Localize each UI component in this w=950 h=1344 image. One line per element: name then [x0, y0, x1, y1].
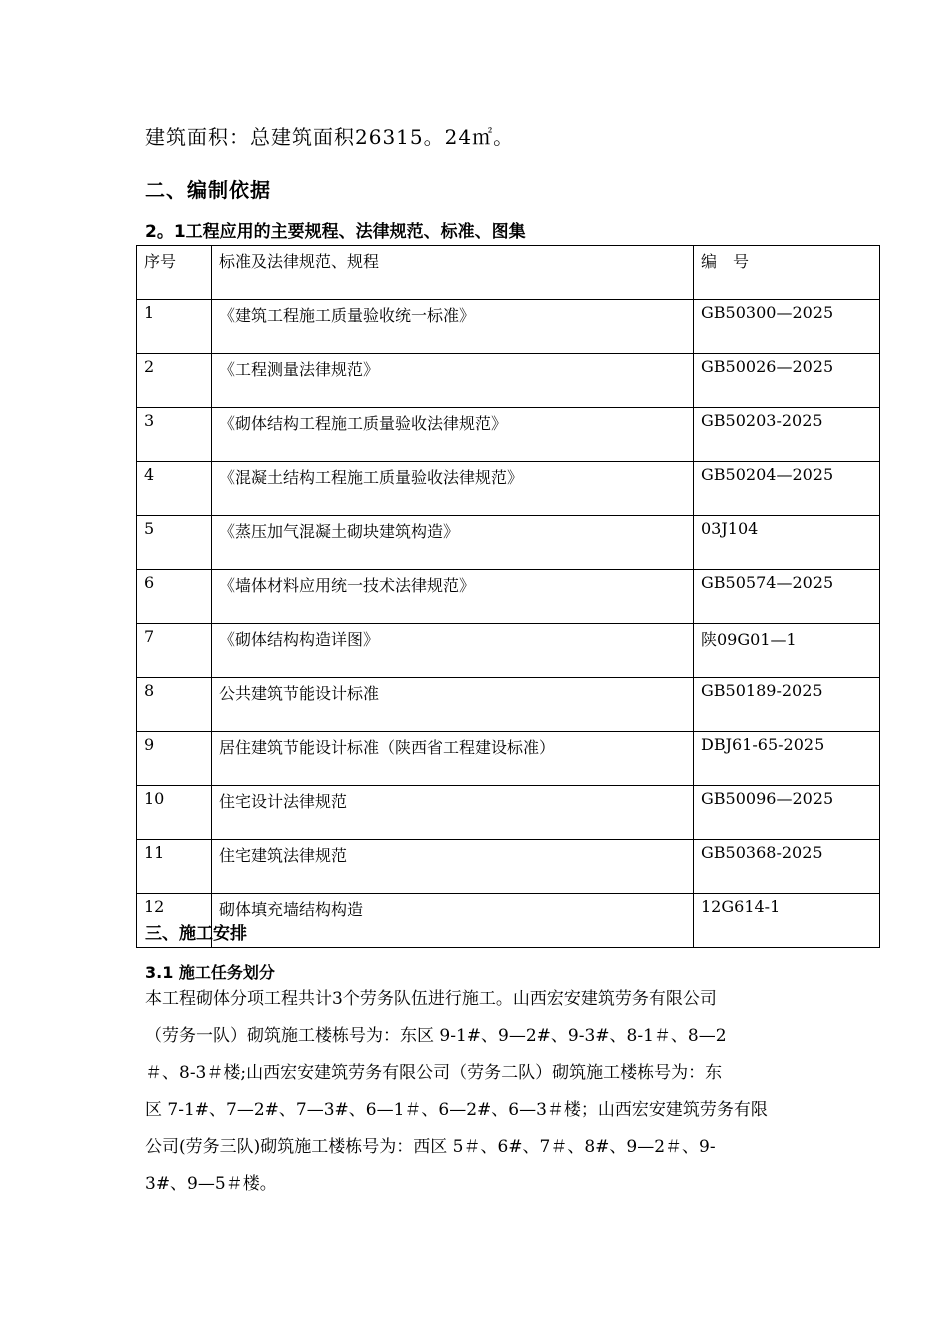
- table-row: [137, 408, 880, 462]
- row-standard-name: 《墙体材料应用统一技术法律规范》: [212, 570, 694, 624]
- row-standard-name: 《砌体结构工程施工质量验收法律规范》: [212, 408, 694, 462]
- table-row: [137, 894, 880, 948]
- row-standard-name: 住宅设计法律规范: [212, 786, 694, 840]
- row-standard-name: 《蒸压加气混凝土砌块建筑构造》: [212, 516, 694, 570]
- row-standard-name: 住宅建筑法律规范: [212, 840, 694, 894]
- paragraph-line: 本工程砌体分项工程共计3个劳务队伍进行施工。山西宏安建筑劳务有限公司: [145, 989, 717, 1009]
- row-code: GB50026—2025: [694, 354, 880, 408]
- section-heading-arrangement: 三、施工安排: [145, 924, 247, 944]
- table-row: [137, 570, 880, 624]
- row-serial-number: 10: [137, 786, 212, 840]
- table-header-row: [137, 246, 880, 300]
- table-row: [137, 516, 880, 570]
- row-code: GB50096—2025: [694, 786, 880, 840]
- row-standard-name: 《建筑工程施工质量验收统一标准》: [212, 300, 694, 354]
- row-code: GB50203-2025: [694, 408, 880, 462]
- row-standard-name: 《混凝土结构工程施工质量验收法律规范》: [212, 462, 694, 516]
- table-row: [137, 462, 880, 516]
- subsection-heading-task-division: 3.1 施工任务划分: [145, 963, 275, 982]
- header-standard-name: 标准及法律规范、规程: [212, 246, 694, 300]
- row-standard-name: 《工程测量法律规范》: [212, 354, 694, 408]
- row-serial-number: 5: [137, 516, 212, 570]
- row-standard-name: 居住建筑节能设计标准（陕西省工程建设标准）: [212, 732, 694, 786]
- section-heading-basis: 二、编制依据: [145, 178, 271, 202]
- header-serial-number: 序号: [137, 246, 212, 300]
- header-code: 编 号: [694, 246, 880, 300]
- row-serial-number: 8: [137, 678, 212, 732]
- row-code: GB50300—2025: [694, 300, 880, 354]
- paragraph-line: （劳务一队）砌筑施工楼栋号为：东区 9-1#、9—2#、9-3#、8-1＃、8—2: [145, 1026, 727, 1046]
- table-row: [137, 300, 880, 354]
- row-standard-name: 砌体填充墙结构构造: [212, 894, 694, 948]
- paragraph-line: 公司(劳务三队)砌筑施工楼栋号为：西区 5＃、6#、7＃、8#、9—2＃、9-: [145, 1137, 716, 1157]
- row-standard-name: 《砌体结构构造详图》: [212, 624, 694, 678]
- row-serial-number: 6: [137, 570, 212, 624]
- paragraph-line: ＃、8-3＃楼;山西宏安建筑劳务有限公司（劳务二队）砌筑施工楼栋号为：东: [145, 1063, 723, 1083]
- row-serial-number: 1: [137, 300, 212, 354]
- row-serial-number: 2: [137, 354, 212, 408]
- row-code: GB50574—2025: [694, 570, 880, 624]
- row-code: 03J104: [694, 516, 880, 570]
- table-row: [137, 840, 880, 894]
- row-serial-number: 9: [137, 732, 212, 786]
- table-row: [137, 354, 880, 408]
- row-code: GB50368-2025: [694, 840, 880, 894]
- row-code: DBJ61-65-2025: [694, 732, 880, 786]
- row-serial-number: 4: [137, 462, 212, 516]
- row-serial-number: 3: [137, 408, 212, 462]
- task-division-paragraph: [145, 986, 815, 1208]
- paragraph-line: 区 7-1#、7—2#、7—3#、6—1＃、6—2#、6—3＃楼；山西宏安建筑劳务有限: [145, 1100, 768, 1120]
- row-serial-number: 12: [137, 894, 212, 948]
- row-code: 12G614-1: [694, 894, 880, 948]
- paragraph-line: 3#、9—5＃楼。: [145, 1174, 277, 1194]
- row-standard-name: 公共建筑节能设计标准: [212, 678, 694, 732]
- building-area-line: 建筑面积：总建筑面积26315。24㎡。: [145, 125, 515, 149]
- row-code: 陕09G01—1: [694, 624, 880, 678]
- table-row: [137, 624, 880, 678]
- row-code: GB50189-2025: [694, 678, 880, 732]
- row-serial-number: 7: [137, 624, 212, 678]
- row-code: GB50204—2025: [694, 462, 880, 516]
- row-serial-number: 11: [137, 840, 212, 894]
- standards-table: [136, 245, 880, 948]
- subsection-heading-standards: 2。1工程应用的主要规程、法律规范、标准、图集: [145, 222, 526, 242]
- table-row: [137, 732, 880, 786]
- table-row: [137, 678, 880, 732]
- table-row: [137, 786, 880, 840]
